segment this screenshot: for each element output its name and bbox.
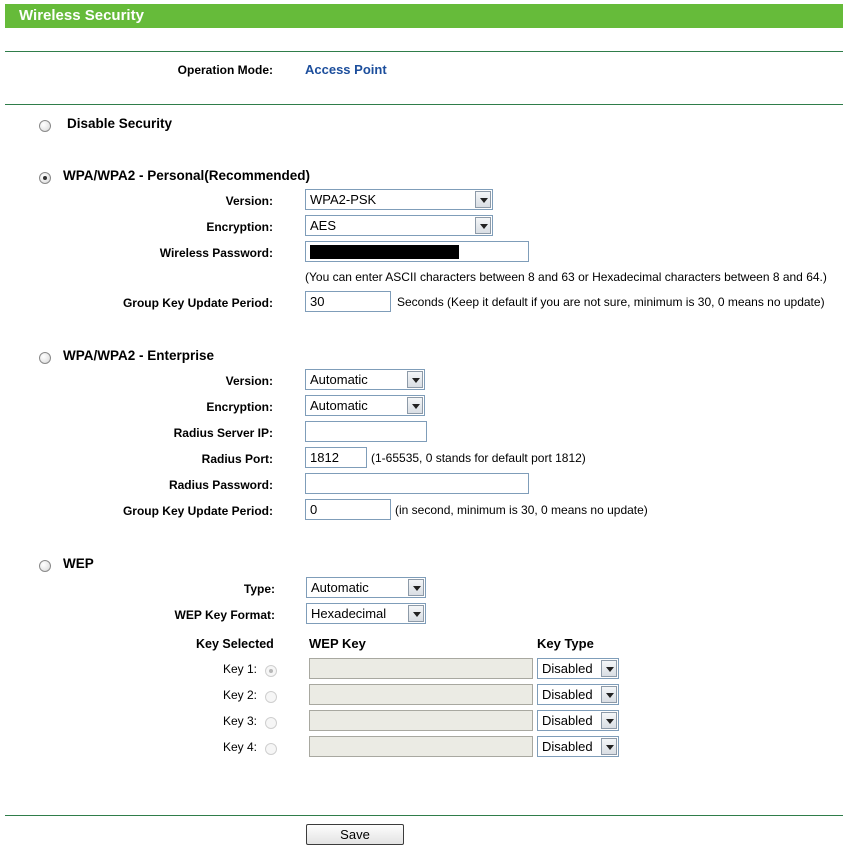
radius-port-hint: (1-65535, 0 stands for default port 1812) [371,451,586,465]
key-label: Key 3: [222,714,257,728]
ent-group-key-label: Group Key Update Period: [122,504,273,518]
version-select[interactable] [305,189,493,210]
wep-key-input[interactable] [309,684,533,705]
group-key-input[interactable]: 30 [305,291,391,312]
wep-key-input[interactable] [309,736,533,757]
col-wep-key: WEP Key [309,636,366,651]
wep-type-select[interactable] [306,577,426,598]
version-select-value: WPA2-PSK [310,192,377,207]
key-type-select[interactable] [537,684,619,705]
wpa-enterprise-radio[interactable] [39,352,51,364]
key-radio[interactable] [265,691,277,703]
chevron-down-icon [601,712,617,729]
chevron-down-icon [408,605,424,622]
key-radio[interactable] [265,717,277,729]
save-button[interactable]: Save [306,824,404,845]
wpa-personal-radio[interactable] [39,172,51,184]
wireless-password-label: Wireless Password: [159,246,273,260]
radius-password-label: Radius Password: [168,478,273,492]
key-radio[interactable] [265,743,277,755]
ent-group-key-hint: (in second, minimum is 30, 0 means no update) [395,503,648,517]
divider [5,815,843,816]
chevron-down-icon [601,686,617,703]
key-label: Key 4: [222,740,257,754]
radius-ip-input[interactable] [305,421,427,442]
wep-key-input[interactable] [309,658,533,679]
chevron-down-icon [408,579,424,596]
key-type-select-value: Disabled [542,739,593,754]
key-label: Key 1: [222,662,257,676]
wireless-password-input[interactable] [305,241,529,262]
encryption-select[interactable] [305,215,493,236]
password-mask [310,245,459,259]
wep-format-select-value: Hexadecimal [311,606,387,621]
operation-mode-label: Operation Mode: [177,63,273,77]
group-key-label: Group Key Update Period: [122,296,273,310]
key-radio[interactable] [265,665,277,677]
key-type-select[interactable] [537,710,619,731]
ent-version-select[interactable] [305,369,425,390]
ent-encryption-label: Encryption: [206,400,273,414]
ent-group-key-input[interactable]: 0 [305,499,391,520]
col-key-selected: Key Selected [196,637,274,651]
chevron-down-icon [407,397,423,414]
operation-mode-value: Access Point [305,62,387,77]
ent-encryption-select-value: Automatic [310,398,368,413]
group-key-hint: Seconds (Keep it default if you are not sure, minimum is 30, 0 means no update) [397,295,825,309]
key-type-select-value: Disabled [542,687,593,702]
radius-ip-label: Radius Server IP: [173,426,273,440]
key-label: Key 2: [222,688,257,702]
wep-format-select[interactable] [306,603,426,624]
ent-version-select-value: Automatic [310,372,368,387]
chevron-down-icon [601,738,617,755]
wep-key-input[interactable] [309,710,533,731]
divider [5,51,843,52]
radius-port-label: Radius Port: [201,452,273,466]
chevron-down-icon [601,660,617,677]
key-type-select-value: Disabled [542,713,593,728]
page-title: Wireless Security [5,4,843,28]
password-hint: (You can enter ASCII characters between 8 and 63 or Hexadecimal characters between 8 and 64.) [305,270,827,284]
disable-security-label: Disable Security [67,116,173,131]
wpa-enterprise-label: WPA/WPA2 - Enterprise [63,348,215,363]
wep-radio[interactable] [39,560,51,572]
encryption-select-value: AES [310,218,337,233]
ent-encryption-select[interactable] [305,395,425,416]
disable-security-radio[interactable] [39,120,51,132]
ent-version-label: Version: [225,374,273,388]
wpa-personal-label: WPA/WPA2 - Personal(Recommended) [63,168,311,183]
key-type-select[interactable] [537,736,619,757]
radius-port-input[interactable]: 1812 [305,447,367,468]
col-key-type: Key Type [537,636,594,651]
wep-label: WEP [63,556,94,571]
chevron-down-icon [475,217,491,234]
version-label: Version: [225,194,273,208]
key-type-select-value: Disabled [542,661,593,676]
key-type-select[interactable] [537,658,619,679]
chevron-down-icon [475,191,491,208]
wep-type-select-value: Automatic [311,580,369,595]
wep-type-label: Type: [243,582,275,596]
encryption-label: Encryption: [206,220,273,234]
radius-password-input[interactable] [305,473,529,494]
chevron-down-icon [407,371,423,388]
wep-format-label: WEP Key Format: [174,608,275,622]
divider [5,104,843,105]
